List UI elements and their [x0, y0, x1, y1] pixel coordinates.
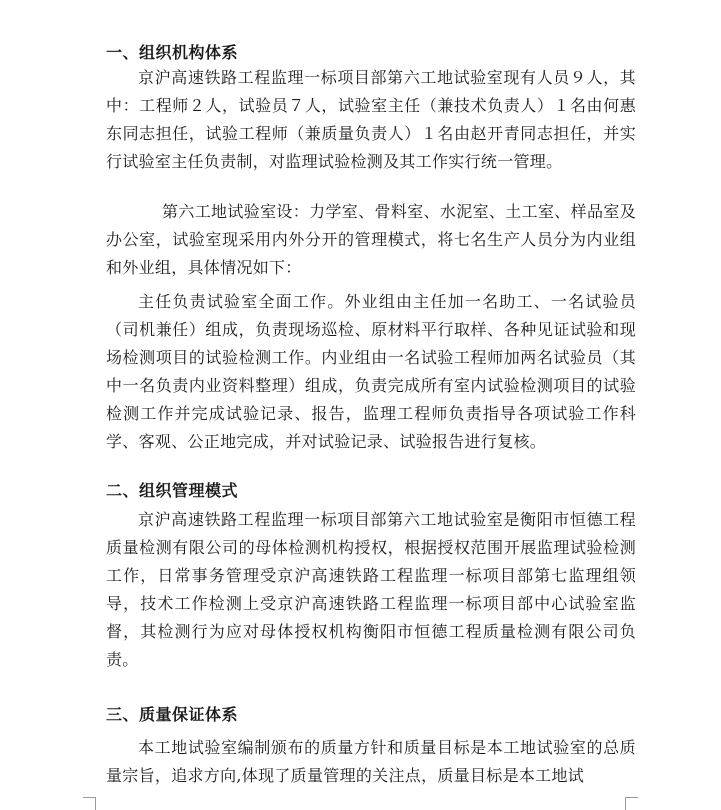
section-2-heading: 二、组织管理模式 [106, 481, 239, 500]
section-3-paragraph-1: 本工地试验室编制颁布的质量方针和质量目标是本工地试验室的总质量宗旨，追求方向,体现了质量管理的关注点，质量目标是本工地试 [106, 738, 636, 785]
page-corner-mark-right [625, 797, 638, 810]
section-1-paragraph-3: 主任负责试验室全面工作。外业组由主任加一名助工、一名试验员（司机兼任）组成，负责现场巡检、原材料平行取样、各种见证试验和现场检测项目的试验检测工作。内业组由一名试验工程师加两名试验员（其中一名负责内业资料整理）组成，负责完成所有室内试验检测项目的试验检测工作并完成试验记录、报告，监理工程师负责指导各项试验工作科学、客观、公正地完成，并对试验记录、试验报告进行复核。 [106, 292, 636, 451]
section-1-paragraph-1: 京沪高速铁路工程监理一标项目部第六工地试验室现有人员９人，其中：工程师２人，试验员７人，试验室主任（兼技术负责人）１名由何惠东同志担任，试验工程师（兼质量负责人）１名由赵开青同志担任，并实行试验室主任负责制，对监理试验检测及其工作实行统一管理。 [106, 68, 636, 171]
section-3-heading: 三、质量保证体系 [106, 705, 239, 724]
section-1-heading: 一、组织机构体系 [106, 43, 239, 62]
section-2-paragraph-1: 京沪高速铁路工程监理一标项目部第六工地试验室是衡阳市恒德工程质量检测有限公司的母体检测机构授权，根据授权范围开展监理试验检测工作，日常事务管理受京沪高速铁路工程监理一标项目部第七监理组领导，技术工作检测上受京沪高速铁路工程监理一标项目部中心试验室监督，其检测行为应对母体授权机构衡阳市恒德工程质量检测有限公司负责。 [106, 510, 636, 669]
page-corner-mark-left [83, 797, 96, 810]
section-1-paragraph-2: 第六工地试验室设：力学室、骨料室、水泥室、土工室、样品室及办公室，试验室现采用内外分开的管理模式，将七名生产人员分为内业组和外业组，具体情况如下： [106, 202, 636, 277]
